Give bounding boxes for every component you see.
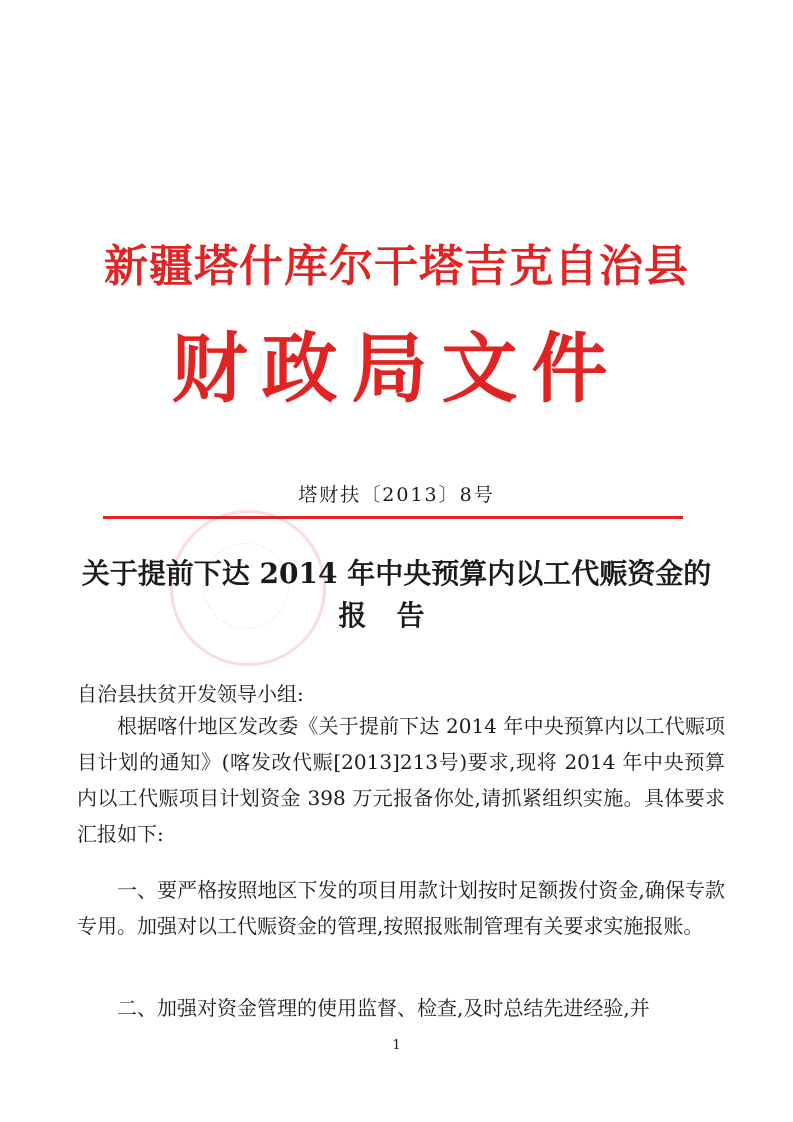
document-title-line2: 报告	[338, 599, 455, 632]
page-number: 1	[392, 1038, 401, 1053]
issuing-authority-line1: 新疆塔什库尔干塔吉克自治县	[104, 241, 689, 292]
body-paragraph: 一、要严格按照地区下发的项目用款计划按时足额拨付资金,确保专款专用。加强对以工代赈资金的管理,按照报账制管理有关要求实施报账。	[77, 878, 725, 938]
document-number: 塔财扶〔2013〕8号	[298, 484, 495, 506]
body-paragraph: 二、加强对资金管理的使用监督、检查,及时总结先进经验,并	[117, 996, 650, 1020]
body-paragraph: 根据喀什地区发改委《关于提前下达 2014 年中央预算内以工代赈项目计划的通知》(喀发改代赈[2013]213号)要求,现将 2014 年中央预算内以工代赈项目计划资金 398 万元报备你处,请抓紧组织实施。具体要求汇报如下:	[77, 714, 725, 846]
salutation: 自治县扶贫开发领导小组:	[77, 682, 304, 706]
red-separator-rule	[103, 516, 683, 519]
document-title-line1: 关于提前下达 2014 年中央预算内以工代赈资金的	[81, 557, 712, 590]
issuing-authority-line2: 财政局文件	[171, 324, 622, 413]
